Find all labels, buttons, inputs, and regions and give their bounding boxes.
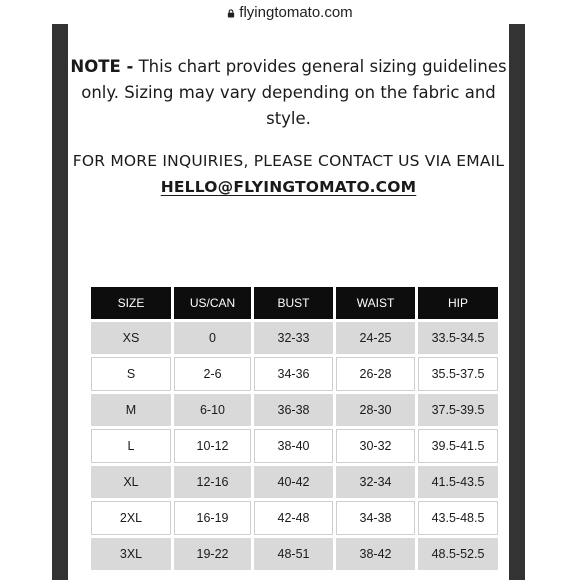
cell-bust: 36-38: [254, 394, 333, 426]
contact-inquiry: [68, 148, 509, 200]
cell-waist: 28-30: [336, 394, 415, 426]
cell-us-can: 2-6: [174, 357, 251, 391]
cell-size: 2XL: [91, 501, 171, 535]
cell-size: 3XL: [91, 538, 171, 570]
cell-size: XL: [91, 466, 171, 498]
note-label: NOTE -: [70, 57, 134, 76]
cell-hip: 43.5-48.5: [418, 501, 498, 535]
cell-waist: 34-38: [336, 501, 415, 535]
cell-hip: 41.5-43.5: [418, 466, 498, 498]
inquiry-text: FOR MORE INQUIRIES, PLEASE CONTACT US VIA EMAIL: [72, 152, 505, 170]
table-row: [91, 538, 498, 570]
cell-bust: 34-36: [254, 357, 333, 391]
cell-us-can: 6-10: [174, 394, 251, 426]
cell-us-can: 16-19: [174, 501, 251, 535]
cell-size: M: [91, 394, 171, 426]
cell-size: L: [91, 429, 171, 463]
cell-bust: 48-51: [254, 538, 333, 570]
cell-bust: 38-40: [254, 429, 333, 463]
cell-hip: 39.5-41.5: [418, 429, 498, 463]
cell-waist: 38-42: [336, 538, 415, 570]
cell-bust: 32-33: [254, 322, 333, 354]
size-chart-table: [88, 284, 501, 573]
header-waist: WAIST: [336, 287, 415, 319]
url-text: flyingtomato.com: [239, 3, 353, 21]
cell-hip: 48.5-52.5: [418, 538, 498, 570]
lock-icon: [227, 9, 235, 18]
cell-hip: 35.5-37.5: [418, 357, 498, 391]
table-header-row: [91, 287, 498, 319]
email-link[interactable]: HELLO@FLYINGTOMATO.COM: [160, 178, 417, 196]
cell-hip: 37.5-39.5: [418, 394, 498, 426]
cell-us-can: 12-16: [174, 466, 251, 498]
page-content: [68, 24, 509, 580]
table-row: [91, 322, 498, 354]
right-page-border: [509, 24, 525, 580]
header-size: SIZE: [91, 287, 171, 319]
address-bar[interactable]: [0, 0, 580, 24]
header-bust: BUST: [254, 287, 333, 319]
cell-bust: 40-42: [254, 466, 333, 498]
table-row: [91, 466, 498, 498]
header-hip: HIP: [418, 287, 498, 319]
cell-size: S: [91, 357, 171, 391]
cell-waist: 30-32: [336, 429, 415, 463]
cell-waist: 24-25: [336, 322, 415, 354]
note-text: This chart provides general sizing guidelines only. Sizing may vary depending on the fabric and style.: [81, 57, 507, 128]
cell-bust: 42-48: [254, 501, 333, 535]
header-us-can: US/CAN: [174, 287, 251, 319]
cell-size: XS: [91, 322, 171, 354]
table-row: [91, 429, 498, 463]
table-row: [91, 394, 498, 426]
table-row: [91, 357, 498, 391]
cell-waist: 32-34: [336, 466, 415, 498]
sizing-note: [68, 54, 509, 132]
left-page-border: [52, 24, 68, 580]
cell-us-can: 19-22: [174, 538, 251, 570]
cell-us-can: 0: [174, 322, 251, 354]
cell-us-can: 10-12: [174, 429, 251, 463]
cell-waist: 26-28: [336, 357, 415, 391]
table-row: [91, 501, 498, 535]
cell-hip: 33.5-34.5: [418, 322, 498, 354]
